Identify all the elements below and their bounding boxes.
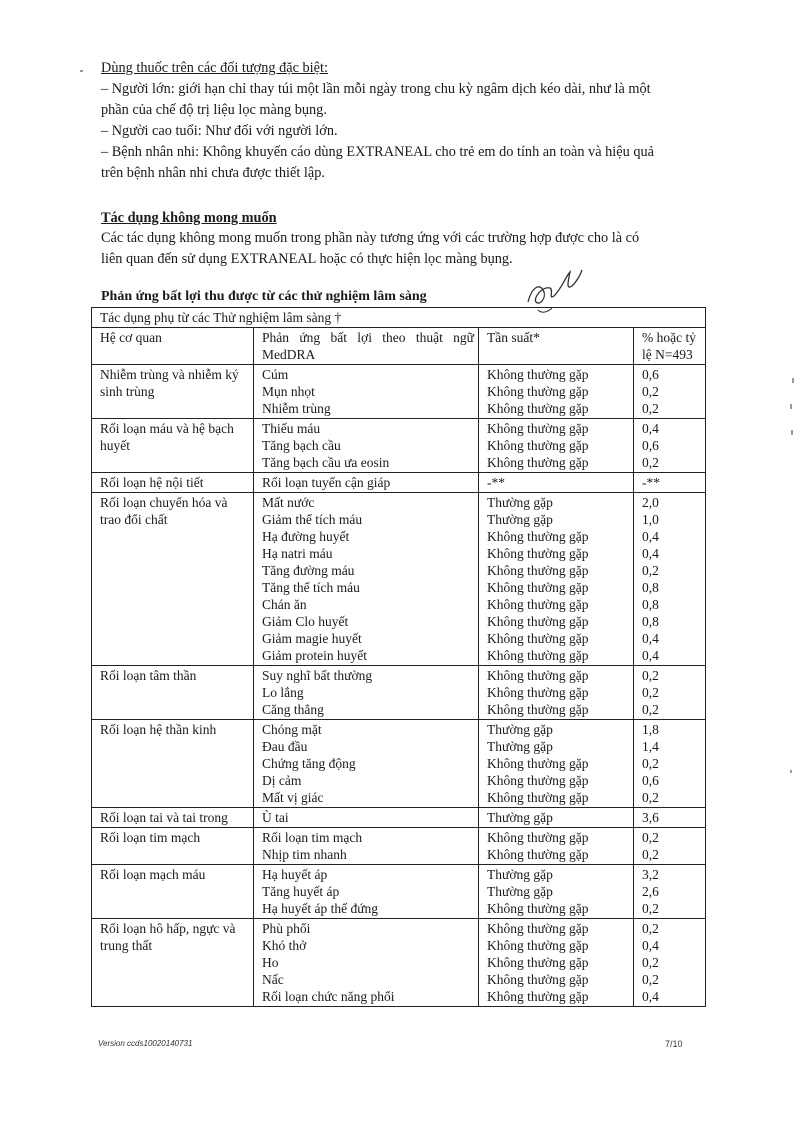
reaction-term: Suy nghĩ bất thường	[262, 668, 373, 683]
frequency-value: Thường gặp	[487, 810, 553, 825]
organ-class-cell: Rối loạn máu và hệ bạch huyết	[92, 419, 254, 473]
percentage-value: 3,6	[642, 810, 659, 825]
reaction-term: Chán ăn	[262, 597, 307, 612]
frequency-value: Không thường gặp	[487, 938, 589, 953]
frequency-value: Không thường gặp	[487, 989, 589, 1004]
frequency-value: Không thường gặp	[487, 921, 589, 936]
percentage-value: 0,8	[642, 580, 659, 595]
percentage-value: 1,4	[642, 739, 659, 754]
frequency-cell	[479, 419, 634, 473]
reaction-term: Hạ huyết áp	[262, 867, 328, 882]
reaction-term: Chóng mặt	[262, 722, 322, 737]
reaction-term: Ho	[262, 955, 279, 970]
organ-class-cell: Rối loạn hô hấp, ngực và trung thất	[92, 919, 254, 1007]
percentage-value: 0,2	[642, 668, 659, 683]
header-reaction: Phản ứng bất lợi theo thuật ngữ MedDRA	[254, 328, 479, 365]
percentage-value: 0,2	[642, 756, 659, 771]
frequency-value: Không thường gặp	[487, 614, 589, 629]
frequency-value: Không thường gặp	[487, 438, 589, 453]
frequency-value: Thường gặp	[487, 884, 553, 899]
reaction-term: Hạ huyết áp thế đứng	[262, 901, 379, 916]
frequency-value: Không thường gặp	[487, 830, 589, 845]
reaction-term: Giảm protein huyết	[262, 648, 367, 663]
percentage-value: -**	[642, 475, 660, 490]
organ-group-row	[92, 808, 706, 828]
frequency-cell	[479, 919, 634, 1007]
reaction-term: Tăng bạch cầu	[262, 438, 341, 453]
adverse-effects-line: Các tác dụng không mong muốn trong phần này tương ứng với các trường hợp được cho là có	[101, 230, 640, 246]
reaction-term: Tăng huyết áp	[262, 884, 340, 899]
frequency-value: Thường gặp	[487, 722, 553, 737]
reaction-cell	[254, 720, 479, 808]
reaction-term: Hạ natri máu	[262, 546, 333, 561]
percentage-value: 0,2	[642, 401, 659, 416]
frequency-cell	[479, 865, 634, 919]
reaction-cell	[254, 865, 479, 919]
organ-class-cell: Rối loạn tim mạch	[92, 828, 254, 865]
scan-speck	[790, 404, 792, 409]
header-pct: % hoặc tỷ lệ N=493	[634, 328, 706, 365]
reaction-cell	[254, 666, 479, 720]
organ-class-cell: Rối loạn chuyển hóa và trao đổi chất	[92, 493, 254, 666]
reaction-term: Rối loạn chức năng phổi	[262, 989, 395, 1004]
special-populations-section	[101, 58, 654, 184]
reaction-term: Tăng bạch cầu ưa eosin	[262, 455, 390, 470]
frequency-value: Không thường gặp	[487, 847, 589, 862]
percentage-value: 0,4	[642, 989, 659, 1004]
adverse-reactions-table	[91, 307, 706, 1007]
frequency-value: Không thường gặp	[487, 955, 589, 970]
special-populations-heading: Dùng thuốc trên các đối tượng đặc biệt:	[101, 60, 328, 76]
frequency-value: Không thường gặp	[487, 756, 589, 771]
reaction-term: Mất vị giác	[262, 790, 324, 805]
reaction-term: Giảm Clo huyết	[262, 614, 349, 629]
percentage-value: 0,2	[642, 921, 659, 936]
percentage-value: 0,2	[642, 790, 659, 805]
percentage-value: 0,6	[642, 773, 659, 788]
percentage-value: 0,8	[642, 614, 659, 629]
reaction-term: Cúm	[262, 367, 289, 382]
frequency-cell	[479, 493, 634, 666]
percentage-cell	[634, 919, 706, 1007]
percentage-value: 0,2	[642, 955, 659, 970]
frequency-value: Không thường gặp	[487, 685, 589, 700]
scan-speck	[791, 430, 793, 435]
percentage-value: 0,4	[642, 421, 659, 436]
reaction-term: Phù phổi	[262, 921, 311, 936]
table-caption: Tác dụng phụ từ các Thử nghiệm lâm sàng †	[92, 308, 706, 328]
percentage-cell	[634, 365, 706, 419]
special-populations-line: – Người lớn: giới hạn chỉ thay túi một lần mỗi ngày trong chu kỳ ngâm dịch kéo dài, như là một	[101, 81, 651, 97]
organ-group-row	[92, 720, 706, 808]
reaction-term: Căng thẳng	[262, 702, 324, 717]
reaction-term: Mụn nhọt	[262, 384, 315, 399]
percentage-value: 0,2	[642, 384, 659, 399]
reaction-term: Tăng đường máu	[262, 563, 355, 578]
adverse-effects-line: liên quan đến sử dụng EXTRANEAL hoặc có thực hiện lọc màng bụng.	[101, 251, 513, 267]
percentage-value: 0,6	[642, 438, 659, 453]
reaction-term: Nhiễm trùng	[262, 401, 331, 416]
percentage-value: 2,6	[642, 884, 659, 899]
frequency-value: Không thường gặp	[487, 384, 589, 399]
frequency-value: Thường gặp	[487, 739, 553, 754]
organ-group-row	[92, 493, 706, 666]
percentage-cell	[634, 493, 706, 666]
percentage-value: 3,2	[642, 867, 659, 882]
percentage-value: 0,2	[642, 702, 659, 717]
organ-group-row	[92, 828, 706, 865]
reaction-term: Nấc	[262, 972, 284, 987]
frequency-value: Thường gặp	[487, 867, 553, 882]
percentage-value: 0,2	[642, 455, 659, 470]
frequency-cell	[479, 808, 634, 828]
percentage-value: 0,6	[642, 367, 659, 382]
reaction-cell	[254, 828, 479, 865]
reaction-term: Nhịp tim nhanh	[262, 847, 347, 862]
reaction-term: Mất nước	[262, 495, 315, 510]
frequency-value: Không thường gặp	[487, 580, 589, 595]
reaction-term: Rối loạn tim mạch	[262, 830, 363, 845]
scan-speck	[80, 70, 83, 72]
reaction-term: Giảm thể tích máu	[262, 512, 363, 527]
organ-group-row	[92, 919, 706, 1007]
frequency-value: Không thường gặp	[487, 597, 589, 612]
frequency-value: Không thường gặp	[487, 773, 589, 788]
percentage-value: 0,2	[642, 563, 659, 578]
percentage-value: 1,0	[642, 512, 659, 527]
organ-class-cell: Rối loạn tai và tai trong	[92, 808, 254, 828]
percentage-value: 0,2	[642, 685, 659, 700]
organ-class-cell: Nhiễm trùng và nhiễm ký sinh trùng	[92, 365, 254, 419]
frequency-value: Không thường gặp	[487, 648, 589, 663]
version-label: Version ccds10020140731	[98, 1039, 193, 1048]
frequency-value: -**	[487, 475, 505, 490]
organ-group-row	[92, 666, 706, 720]
organ-class-cell: Rối loạn hệ thần kinh	[92, 720, 254, 808]
special-populations-line: – Người cao tuổi: Như đối với người lớn.	[101, 123, 338, 139]
reaction-term: Lo lắng	[262, 685, 304, 700]
table-caption-row	[92, 308, 706, 328]
header-organ: Hệ cơ quan	[92, 328, 254, 365]
frequency-value: Không thường gặp	[487, 790, 589, 805]
frequency-value: Không thường gặp	[487, 546, 589, 561]
reaction-cell	[254, 493, 479, 666]
frequency-cell	[479, 365, 634, 419]
table-title: Phản ứng bất lợi thu được từ các thử nghiệm lâm sàng	[101, 289, 427, 304]
page-number: 7/10	[665, 1039, 683, 1049]
table-header-row	[92, 328, 706, 365]
organ-group-row	[92, 473, 706, 493]
frequency-value: Thường gặp	[487, 512, 553, 527]
frequency-value: Không thường gặp	[487, 367, 589, 382]
header-frequency: Tần suất*	[479, 328, 634, 365]
scan-speck	[792, 378, 794, 383]
frequency-value: Không thường gặp	[487, 455, 589, 470]
reaction-term: Thiếu máu	[262, 421, 321, 436]
percentage-cell	[634, 828, 706, 865]
special-populations-line: – Bệnh nhân nhi: Không khuyến cáo dùng EXTRANEAL cho trẻ em do tính an toàn và hiệu quả	[101, 144, 654, 160]
percentage-value: 0,4	[642, 631, 659, 646]
percentage-value: 0,8	[642, 597, 659, 612]
percentage-value: 0,4	[642, 938, 659, 953]
percentage-value: 0,2	[642, 830, 659, 845]
percentage-cell	[634, 865, 706, 919]
frequency-cell	[479, 473, 634, 493]
organ-class-cell: Rối loạn mạch máu	[92, 865, 254, 919]
percentage-cell	[634, 666, 706, 720]
reaction-cell	[254, 419, 479, 473]
frequency-value: Không thường gặp	[487, 631, 589, 646]
frequency-value: Không thường gặp	[487, 401, 589, 416]
reaction-cell	[254, 919, 479, 1007]
percentage-value: 0,4	[642, 546, 659, 561]
frequency-cell	[479, 720, 634, 808]
frequency-cell	[479, 666, 634, 720]
reaction-cell	[254, 473, 479, 493]
percentage-value: 0,4	[642, 529, 659, 544]
organ-group-row	[92, 419, 706, 473]
frequency-value: Không thường gặp	[487, 668, 589, 683]
frequency-value: Thường gặp	[487, 495, 553, 510]
percentage-value: 0,2	[642, 972, 659, 987]
percentage-value: 0,4	[642, 648, 659, 663]
reaction-term: Dị cảm	[262, 773, 302, 788]
frequency-cell	[479, 828, 634, 865]
scan-speck	[790, 770, 792, 773]
percentage-value: 2,0	[642, 495, 659, 510]
reaction-cell	[254, 808, 479, 828]
adverse-effects-heading: Tác dụng không mong muốn	[101, 210, 277, 226]
frequency-value: Không thường gặp	[487, 421, 589, 436]
frequency-value: Không thường gặp	[487, 901, 589, 916]
frequency-value: Không thường gặp	[487, 972, 589, 987]
percentage-cell	[634, 419, 706, 473]
reaction-term: Rối loạn tuyến cận giáp	[262, 475, 391, 490]
reaction-cell	[254, 365, 479, 419]
reaction-term: Hạ đường huyết	[262, 529, 350, 544]
percentage-value: 1,8	[642, 722, 659, 737]
reaction-term: Chứng tăng động	[262, 756, 356, 771]
special-populations-line: trên bệnh nhân nhi chưa được thiết lập.	[101, 165, 325, 181]
percentage-value: 0,2	[642, 847, 659, 862]
reaction-term: Đau đầu	[262, 739, 308, 754]
special-populations-line: phần của chế độ trị liệu lọc màng bụng.	[101, 102, 327, 118]
organ-group-row	[92, 865, 706, 919]
percentage-cell	[634, 473, 706, 493]
percentage-value: 0,2	[642, 901, 659, 916]
organ-class-cell: Rối loạn tâm thần	[92, 666, 254, 720]
organ-class-cell: Rối loạn hệ nội tiết	[92, 473, 254, 493]
reaction-term: Ù tai	[262, 810, 289, 825]
frequency-value: Không thường gặp	[487, 563, 589, 578]
percentage-cell	[634, 720, 706, 808]
frequency-value: Không thường gặp	[487, 529, 589, 544]
organ-group-row	[92, 365, 706, 419]
reaction-term: Khó thở	[262, 938, 307, 953]
percentage-cell	[634, 808, 706, 828]
reaction-term: Tăng thể tích máu	[262, 580, 360, 595]
reaction-term: Giảm magie huyết	[262, 631, 362, 646]
frequency-value: Không thường gặp	[487, 702, 589, 717]
